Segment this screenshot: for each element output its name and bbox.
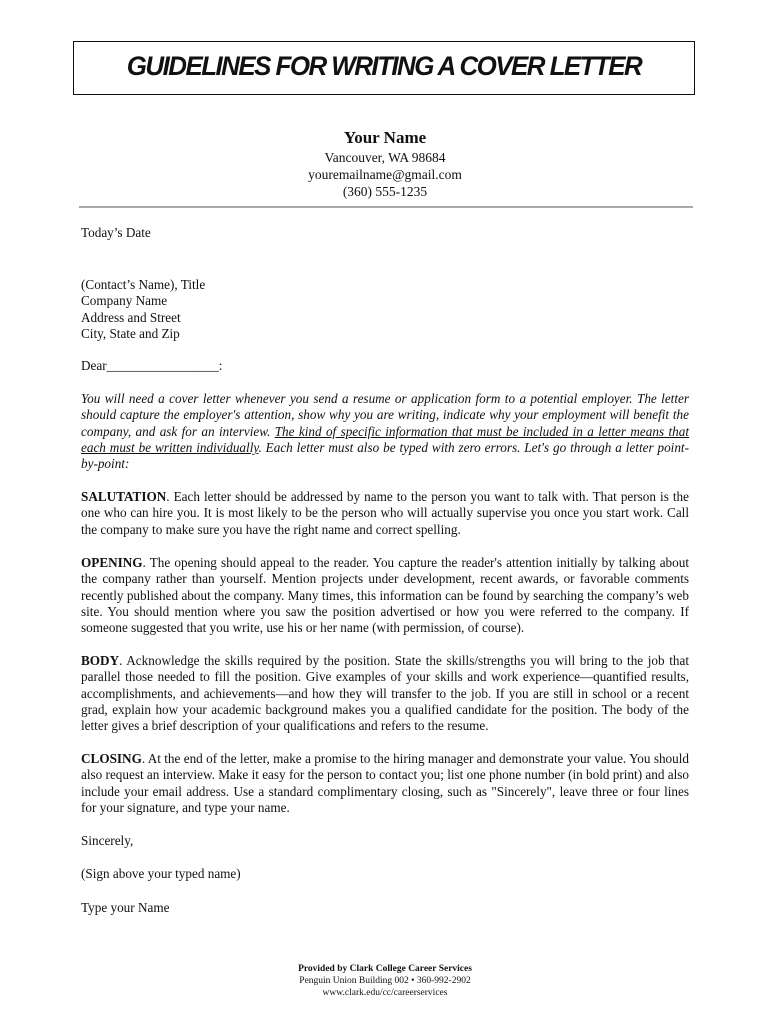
- closing-heading: CLOSING: [81, 751, 142, 766]
- intro-text-b: . Each letter must also be typed with zero errors. Let's go through a letter point-by-point:: [81, 439, 689, 472]
- opening-section: [81, 555, 689, 636]
- sender-city: Vancouver, WA 98684: [324, 150, 446, 165]
- document-title: GUIDELINES FOR WRITING A COVER LETTER: [126, 51, 642, 81]
- closing-section: [81, 751, 689, 816]
- sign-note-line: (Sign above your typed name): [81, 866, 241, 881]
- title-box: [73, 41, 695, 95]
- salutation-heading: SALUTATION: [81, 489, 167, 504]
- salutation-text: . Each letter should be addressed by name to the person you want to talk with. That person is the one who can hire you. It is most likely to be the person who will actually supervise you once you start work. Call the company to make sure you have the right name and correct spelling.: [81, 489, 689, 537]
- intro-underlined-text: The kind of specific information that must be included in a letter means that each must be written individually: [81, 423, 689, 455]
- date-line: Today’s Date: [81, 225, 151, 240]
- footer-provider: Provided by Clark College Career Services: [298, 964, 472, 974]
- recipient-block: [81, 277, 689, 342]
- header-divider: [79, 206, 693, 208]
- type-name-line: Type your Name: [81, 900, 170, 915]
- recipient-city: City, State and Zip: [81, 325, 180, 341]
- recipient-company: Company Name: [81, 293, 168, 309]
- body-heading: BODY: [81, 653, 120, 668]
- sender-email: youremailname@gmail.com: [308, 167, 462, 182]
- letterhead: [0, 127, 770, 200]
- intro-paragraph: [81, 391, 689, 472]
- opening-heading: OPENING: [81, 555, 143, 570]
- salutation-section: [81, 489, 689, 538]
- sender-phone: (360) 555-1235: [342, 184, 428, 199]
- footer-address: Penguin Union Building 002 • 360-992-2902: [299, 976, 471, 986]
- recipient-address: Address and Street: [81, 309, 181, 325]
- footer: [0, 963, 770, 999]
- sender-name: Your Name: [343, 128, 427, 147]
- body-section: [81, 653, 689, 734]
- intro-text-a: You will need a cover letter whenever you send a resume or application form to a potential employer. The letter should capture the employer's attention, show why you are writing, indicate why your employment will benefit the company, and ask for an interview.: [81, 391, 689, 439]
- sincerely-line: Sincerely,: [81, 833, 134, 848]
- recipient-contact: (Contact’s Name), Title: [81, 277, 206, 292]
- body-text: . Acknowledge the skills required by the position. State the skills/strengths you will bring to the job that parallel those needed to fill the position. Give examples of your skills and work experience—quantified results, accomplishments, and achievements—and how they will transfer to the job. If you are still in school or a recent grad, explain how your academic background makes you a qualified candidate for the position. The body of the letter gives a brief description of your qualifications and refers to the resume.: [81, 653, 689, 734]
- closing-text: . At the end of the letter, make a promise to the hiring manager and demonstrate your value. You should also request an interview. Make it easy for the person to contact you; list one phone number (in bold print) and also include your email address. Use a standard complimentary closing, such as "Sincerely", leave three or four lines for your signature, and type your name.: [81, 751, 689, 815]
- opening-text: . The opening should appeal to the reader. You capture the reader's attention initially by talking about the company rather than yourself. Mention projects under development, recent awards, or favorable comments recently published about the company. Many times, this information can be found by searching the company’s web site. You should mention where you saw the position advertised or how you were referred to the company. If someone suggested that you write, use his or her name (with permission, of course).: [81, 555, 689, 636]
- salutation-line: Dear_________________:: [81, 358, 223, 373]
- footer-website: www.clark.edu/cc/careerservices: [322, 988, 448, 998]
